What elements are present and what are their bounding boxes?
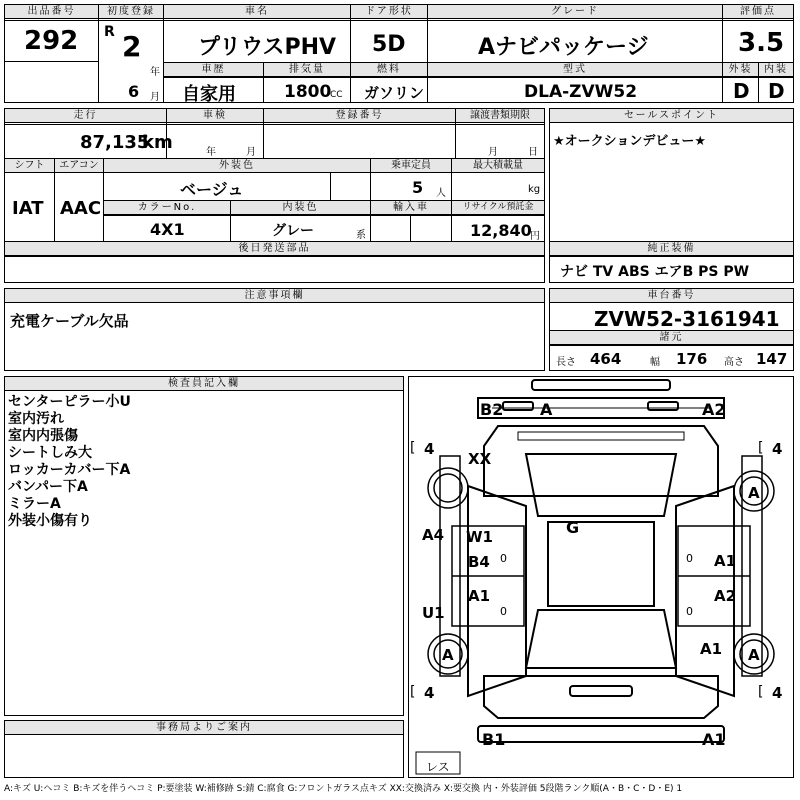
displacement: 1800	[284, 82, 332, 102]
reg-label: 初度登録	[99, 5, 163, 19]
dims-label: 諸元	[550, 331, 793, 345]
mark-front-right: A2	[702, 400, 726, 419]
capacity: 5	[412, 178, 424, 197]
later-parts-label: 後日発送部品	[5, 242, 544, 256]
mark-front-door-right: A1	[714, 552, 737, 570]
recycle-label: リサイクル預託金	[452, 201, 544, 215]
spare-tire: レス	[426, 760, 450, 774]
chassis-number: ZVW52-3161941	[594, 307, 780, 331]
mark-fender-left: XX	[468, 450, 492, 468]
mark-rear-door-right: A2	[714, 587, 737, 605]
ext-grade: D	[733, 79, 750, 103]
capacity-unit: 人	[436, 188, 446, 199]
sales-label: セールスポイント	[550, 109, 793, 123]
load-label: 最大積載量	[452, 159, 544, 173]
reg-year-unit: 年	[150, 67, 160, 78]
inspection-year-unit: 年	[206, 147, 216, 158]
tread-front-left: 4	[424, 440, 435, 458]
inspector-line: 室内汚れ	[8, 411, 64, 427]
car-diagram	[408, 376, 794, 778]
tread-bracket-fr: [	[758, 440, 764, 456]
mark-roof: G	[566, 518, 580, 537]
inspector-label: 検査員記入欄	[5, 377, 403, 391]
regno-label: 登録番号	[264, 109, 455, 123]
door-type: 5D	[372, 32, 406, 57]
disp-label: 排気量	[264, 63, 350, 77]
zero-mark: 0	[686, 552, 693, 565]
caution-text: 充電ケーブル欠品	[10, 312, 129, 330]
height-label: 高さ	[724, 357, 744, 368]
mileage: 87,135	[80, 132, 150, 153]
mark-tire-rear-left: A	[442, 646, 454, 664]
mark-front-left: B2	[480, 400, 504, 419]
tread-bracket-rl: [	[410, 684, 416, 700]
transfer-day-unit: 日	[528, 147, 538, 158]
mark-rear-door-left: A1	[468, 587, 491, 605]
office-label: 事務局よりご案内	[5, 721, 403, 735]
mark-rocker-left: U1	[422, 604, 445, 622]
import-label: 輸入車	[371, 201, 451, 215]
transfer-label: 譲渡書類期限	[456, 109, 544, 123]
zero-mark: 0	[500, 605, 507, 618]
grade: Aナビパッケージ	[478, 35, 649, 60]
inspection-label: 車検	[167, 109, 263, 123]
equip-label: 純正装備	[550, 242, 793, 256]
mark-front-center: A	[540, 400, 553, 419]
length: 464	[590, 350, 622, 368]
rear-window-outline	[526, 610, 676, 668]
height: 147	[756, 350, 788, 368]
recycle-unit: 円	[530, 231, 540, 242]
inspector-line: 外装小傷有り	[8, 513, 92, 529]
load-unit: kg	[528, 184, 541, 195]
cc-unit: CC	[330, 90, 343, 100]
lot-number: 292	[24, 26, 79, 56]
mark-pillar-left: A4	[422, 526, 445, 544]
model: DLA-ZVW52	[524, 82, 638, 102]
score: 3.5	[738, 28, 785, 58]
reg-month-unit: 月	[150, 92, 160, 103]
reg-year: 2	[122, 30, 142, 63]
history: 自家用	[182, 84, 236, 105]
door-label: ドア形状	[351, 5, 427, 19]
score-label: 評価点	[723, 5, 793, 19]
length-label: 長さ	[556, 357, 576, 368]
mark-tire-front-right: A	[748, 484, 760, 502]
lot-label: 出品番号	[5, 5, 98, 19]
grade-label: グレード	[428, 5, 722, 19]
width-label: 幅	[650, 357, 660, 368]
equipment: ナビ TV ABS エアB PS PW	[560, 264, 750, 280]
recycle: 12,840	[470, 221, 532, 240]
name-label: 車名	[164, 5, 350, 19]
int-grade: D	[768, 79, 785, 103]
width: 176	[676, 350, 708, 368]
mark-rear-left: B1	[482, 730, 506, 749]
roof-outline	[548, 522, 654, 606]
reg-era: R	[104, 24, 115, 40]
fuel: ガソリン	[364, 84, 425, 102]
chassis-label: 車台番号	[550, 289, 793, 303]
mark-front-door-left-upper: W1	[466, 528, 493, 546]
zero-mark: 0	[500, 552, 507, 565]
tread-front-right: 4	[772, 440, 783, 458]
mark-tire-rear-right: A	[748, 646, 760, 664]
inspection-month-unit: 月	[246, 147, 256, 158]
shift-label: シフト	[5, 159, 54, 173]
zero-mark: 0	[686, 605, 693, 618]
inspector-line: ロッカーカバー下A	[8, 462, 131, 478]
damage-legend: A:キズ U:ヘコミ B:キズを伴うヘコミ P:要塗装 W:補修跡 S:錆 C:腐食 G:フロントガラス点キズ XX:交換済み X:要交換 内・外装評価 5段階ランク順(A・B・C・D・E) 1	[4, 784, 683, 794]
caution-label: 注意事項欄	[5, 289, 544, 303]
mileage-label: 走行	[5, 109, 166, 123]
tread-bracket-fl: [	[410, 440, 416, 456]
int-color: グレー	[272, 223, 314, 239]
tread-rear-left: 4	[424, 684, 435, 702]
hood-outline	[484, 426, 718, 496]
sales-text: ★オークションデビュー★	[553, 134, 707, 149]
inspector-line: センターピラー小U	[8, 394, 131, 410]
mark-quarter-right: A1	[700, 640, 723, 658]
model-label: 型式	[428, 63, 722, 77]
int-label: 内装	[759, 63, 793, 77]
mark-front-door-left: B4	[468, 553, 490, 571]
tread-bracket-rr: [	[758, 684, 764, 700]
inspector-line: シートしみ大	[8, 445, 92, 461]
int-color-label: 内装色	[231, 201, 370, 215]
inspector-line: 室内内張傷	[8, 428, 78, 444]
mileage-unit: km	[142, 132, 173, 153]
reg-month: 6	[128, 82, 140, 101]
car-name: プリウスPHV	[198, 35, 337, 60]
mark-rear-right: A1	[702, 730, 726, 749]
windshield-outline	[526, 454, 676, 516]
ext-color: ベージュ	[180, 180, 244, 199]
inspector-line: ミラーA	[8, 496, 61, 512]
ac: AAC	[60, 198, 102, 219]
ac-label: エアコン	[55, 159, 103, 173]
transfer-month-unit: 月	[488, 147, 498, 158]
ext-color-label: 外装色	[104, 159, 370, 173]
int-color-unit: 系	[356, 230, 366, 241]
capacity-label: 乗車定員	[371, 159, 451, 173]
rear-bumper-outline	[478, 726, 724, 742]
color-no-label: カラーNo.	[104, 201, 230, 215]
front-bumper-outline	[532, 380, 670, 390]
color-no: 4X1	[150, 220, 185, 239]
shift: IAT	[12, 198, 44, 219]
fuel-label: 燃料	[351, 63, 427, 77]
inspector-notes	[8, 394, 131, 530]
inspector-line: バンパー下A	[8, 479, 88, 495]
tread-rear-right: 4	[772, 684, 783, 702]
history-label: 車歴	[164, 63, 263, 77]
ext-label: 外装	[723, 63, 758, 77]
